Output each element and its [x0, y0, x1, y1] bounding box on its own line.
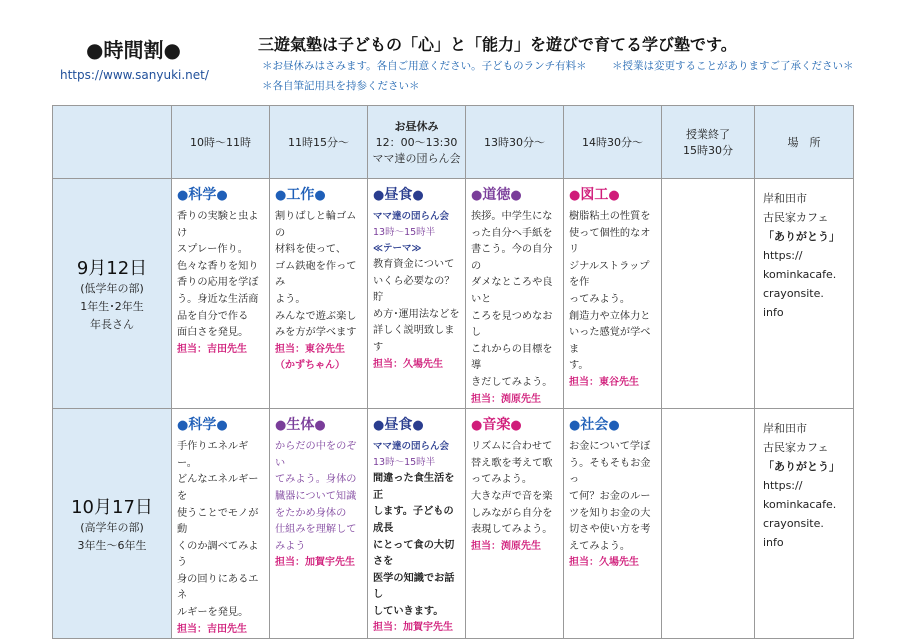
subject-heading	[177, 415, 265, 436]
dot-icon: ●	[608, 418, 620, 434]
lesson-cell	[172, 409, 270, 639]
teacher-nickname: （かずちゃん）	[275, 360, 345, 372]
lesson-text-line: 間違った食生活を正	[373, 473, 455, 501]
teacher-label: 担当：加賀宇先生	[373, 622, 453, 634]
lesson-cell	[172, 179, 270, 409]
place-line: info	[763, 306, 784, 319]
page-title: ●時間割●	[86, 38, 181, 62]
lesson-text-line: ってみよう。	[471, 474, 533, 486]
lesson-cell	[564, 409, 662, 639]
subject-name: 社会	[580, 417, 609, 434]
lesson-text-line: リズムに合わせて	[471, 441, 553, 453]
subject-name: 科学	[188, 417, 217, 434]
lesson-cell	[564, 179, 662, 409]
meeting-label: ママ達の団らん会	[373, 211, 450, 222]
lesson-text-line: 医学の知識でお話し	[373, 572, 455, 601]
subject-name: 道徳	[482, 187, 511, 203]
meeting-label: ママ達の団らん会	[373, 441, 450, 453]
col-header-4: 13時30分～	[466, 106, 564, 179]
subject-name: 科学	[188, 187, 217, 203]
lesson-text-line: 身の回りにあるエネ	[177, 573, 259, 602]
place-line: info	[763, 536, 784, 550]
dot-icon: ●	[177, 188, 189, 203]
col-header-2: 11時15分～	[270, 106, 368, 179]
lesson-text-line: にとって食の大切さを	[373, 539, 455, 568]
place-line: kominkacafe.	[763, 268, 837, 281]
schedule-row	[53, 409, 854, 639]
lesson-text-line: め方･運用法などを	[373, 308, 460, 320]
dot-icon: ●	[412, 418, 424, 434]
lesson-text-line: ってみよう。	[569, 293, 631, 305]
lesson-text-line: ルギーを発見。	[177, 607, 249, 619]
dot-icon: ●	[373, 188, 385, 203]
lesson-text-line: ツを知りお金の大	[569, 507, 651, 519]
theme-label: ≪テーマ≫	[373, 243, 422, 254]
place-line: crayonsite.	[763, 287, 824, 300]
lesson-text-line: お金について学ぼ	[569, 441, 651, 453]
col-header-6	[662, 106, 755, 179]
subject-heading	[373, 185, 461, 206]
lesson-text-line: 書こう。今の自分の	[471, 244, 553, 272]
grades-label: 3年生～6年生	[77, 538, 147, 552]
date-label: 10月17日	[71, 496, 153, 518]
lesson-text-line: これからの目標を導	[471, 343, 553, 372]
lesson-text-line: 手作りエネルギー。	[177, 441, 249, 469]
teacher-label: 担当：東谷先生	[569, 376, 639, 388]
lesson-cell	[270, 179, 368, 409]
dot-icon: ●	[608, 188, 620, 203]
lesson-text-line: よう。	[275, 293, 306, 305]
teacher-label: 担当：渕原先生	[471, 540, 541, 552]
lesson-cell	[466, 179, 564, 409]
subject-heading	[569, 185, 657, 206]
class-end-time: 15時30分	[683, 144, 733, 157]
lesson-text-line: 面白さを発見。	[177, 327, 249, 339]
subject-name: 昼食	[384, 187, 413, 203]
group-label: (高学年の部)	[80, 520, 144, 534]
dot-icon: ●	[471, 188, 483, 203]
dot-icon: ●	[569, 188, 581, 203]
lesson-text-line: スプレー作り。	[177, 244, 248, 256]
col-header-1: 10時～11時	[172, 106, 270, 179]
place-cell	[755, 409, 854, 639]
teacher-label: 担当：東谷先生	[275, 343, 345, 355]
lesson-text-line: みよう	[275, 540, 306, 552]
dot-icon: ●	[510, 188, 522, 203]
change-note: ＊授業は変更することがありますご了承ください＊	[612, 60, 854, 72]
dot-icon: ●	[314, 418, 326, 434]
subject-name: 図工	[580, 187, 609, 203]
group-label: (低学年の部)	[80, 281, 144, 295]
place-cell	[755, 179, 854, 409]
lesson-cell	[270, 409, 368, 639]
grades-label-2: 年長さん	[90, 317, 134, 331]
lesson-text-line: どんなエネルギーを	[177, 474, 259, 502]
lesson-text-line: ジナルストラップを作	[569, 260, 650, 289]
lesson-text-line: きだしてみよう。	[471, 376, 553, 388]
lesson-text-line: 替え歌を考えて歌	[471, 457, 553, 469]
place-line: 岸和田市	[763, 192, 807, 205]
lesson-text-line: ダメなところや良いと	[471, 277, 553, 305]
lesson-text-line: からだの中をのぞい	[275, 441, 357, 469]
tagline: 三遊氣塾は子どもの「心」と「能力」を遊びで育てる学び塾です。	[258, 35, 737, 54]
teacher-label: 担当：久場先生	[373, 358, 443, 370]
meeting-time: 13時～15時半	[373, 227, 436, 238]
place-line: 古民家カフェ	[763, 211, 829, 224]
lesson-text-line: 臓器について知識	[275, 490, 357, 502]
header-row	[53, 106, 854, 179]
lesson-text-line: みんなで遊ぶ楽し	[275, 310, 357, 322]
col-header-3	[368, 106, 466, 179]
subject-heading	[471, 415, 559, 436]
lesson-text-line: てみよう。身体の	[275, 474, 357, 486]
lesson-text-line: う。身近な生活商	[177, 293, 259, 305]
lesson-cell	[368, 179, 466, 409]
subject-name: 工作	[286, 187, 315, 203]
dot-icon: ●	[314, 188, 326, 203]
lesson-text-line: った自分へ手紙を	[471, 227, 553, 239]
lunch-time: 12：00～13:30	[375, 136, 458, 149]
lesson-text-line: えてみよう。	[569, 540, 631, 552]
subject-name: 音楽	[482, 417, 511, 434]
place-line: 「ありがとう」	[763, 230, 840, 243]
corner-cell	[53, 106, 172, 179]
teacher-label: 担当：加賀宇先生	[275, 557, 355, 569]
teacher-label: 担当：渕原先生	[471, 393, 541, 405]
dot-icon: ●	[216, 418, 228, 434]
lesson-text-line: 創造力や立体力と	[569, 310, 651, 322]
col-header-place: 場 所	[755, 106, 854, 179]
lesson-text-line: 香りの応用を学ぼ	[177, 277, 259, 289]
empty-cell	[662, 179, 755, 409]
lesson-text-line: 切さや使い方を考	[569, 524, 651, 536]
schedule-row	[53, 179, 854, 409]
col-header-5: 14時30分～	[564, 106, 662, 179]
dot-icon: ●	[510, 418, 522, 434]
lesson-text-line: す。	[569, 360, 589, 372]
subject-name: 生体	[286, 417, 315, 434]
lunch-note: ＊お昼休みはさみます。各自ご用意ください。子どものランチ有料＊	[262, 60, 587, 72]
dot-icon: ●	[471, 418, 483, 434]
lesson-text-line: みを方が学べます	[275, 327, 357, 339]
lesson-text-line: 使って個性的なオリ	[569, 227, 651, 256]
lesson-text-line: していきます。	[373, 605, 444, 617]
subject-heading	[373, 415, 461, 436]
dot-icon: ●	[216, 188, 228, 203]
dot-icon: ●	[275, 418, 287, 434]
mama-meeting-label: ママ達の団らん会	[372, 152, 461, 165]
lesson-text-line: う。そもそもお金っ	[569, 457, 651, 486]
teacher-label: 担当：久場先生	[569, 557, 639, 569]
timetable	[52, 105, 854, 639]
class-end-label: 授業終了	[686, 128, 730, 141]
place-line: 「ありがとう」	[763, 460, 840, 474]
lesson-cell	[368, 409, 466, 639]
date-cell	[53, 179, 172, 409]
lesson-text-line: 割りばしと輪ゴムの	[275, 211, 357, 239]
place-line: crayonsite.	[763, 517, 824, 531]
teacher-label: 担当：吉田先生	[177, 343, 247, 355]
dot-icon: ●	[275, 188, 287, 203]
place-line: kominkacafe.	[763, 498, 837, 512]
place-line: 古民家カフェ	[763, 441, 829, 455]
dot-icon: ●	[412, 188, 424, 203]
dot-icon: ●	[569, 418, 581, 434]
lesson-text-line: 仕組みを理解して	[275, 524, 357, 536]
subject-heading	[275, 415, 363, 436]
subject-name: 昼食	[384, 417, 413, 434]
lesson-text-line: 品を自分で作る	[177, 310, 249, 322]
lesson-text-line: いくら必要なの？貯	[373, 275, 455, 304]
lesson-text-line: 材料を使って、	[275, 244, 347, 256]
lesson-text-line: ゴム鉄砲を作ってみ	[275, 260, 357, 289]
website-url[interactable]: https://www.sanyuki.net/	[60, 68, 209, 82]
date-cell	[53, 409, 172, 639]
lesson-text-line: 表現してみよう。	[471, 524, 553, 536]
lesson-text-line: ころを見つめなおし	[471, 310, 553, 339]
lesson-text-line: をたかめ身体の	[275, 507, 347, 519]
grades-label: 1年生･2年生	[80, 299, 144, 313]
subject-heading	[275, 185, 363, 206]
lesson-text-line: 詳しく説明致します	[373, 325, 455, 353]
dot-icon: ●	[177, 418, 189, 434]
lesson-text-line: くのか調べてみよう	[177, 540, 259, 569]
lesson-text-line: 使うことでモノが動	[177, 507, 259, 536]
subject-heading	[471, 185, 559, 206]
subject-heading	[177, 185, 265, 206]
lesson-text-line: 教育資金について	[373, 259, 455, 270]
supplies-note: ＊各自筆記用具を持参ください＊	[262, 80, 420, 92]
place-line: https://	[763, 249, 803, 262]
place-line: https://	[763, 479, 803, 493]
meeting-time: 13時～15時半	[373, 457, 436, 469]
lesson-text-line: しみながら自分を	[471, 507, 553, 519]
teacher-label: 担当：吉田先生	[177, 623, 247, 635]
lesson-text-line: 香りの実験と虫よけ	[177, 211, 259, 239]
empty-cell	[662, 409, 755, 639]
lesson-text-line: いった感覚が学べま	[569, 327, 651, 355]
lunch-break-label: お昼休み	[394, 120, 439, 133]
lesson-cell	[466, 409, 564, 639]
date-label: 9月12日	[76, 257, 148, 279]
place-line: 岸和田市	[763, 422, 807, 436]
lesson-text-line: 色々な香りを知り	[177, 260, 259, 272]
lesson-text-line: 樹脂粘土の性質を	[569, 211, 651, 222]
lesson-text-line: 挨拶。中学生にな	[471, 211, 553, 222]
lesson-text-line: て何？お金のルー	[569, 490, 651, 502]
subject-heading	[569, 415, 657, 436]
dot-icon: ●	[373, 418, 385, 434]
lesson-text-line: します。子どもの成長	[373, 506, 454, 534]
lesson-text-line: 大きな声で音を楽	[471, 490, 553, 502]
